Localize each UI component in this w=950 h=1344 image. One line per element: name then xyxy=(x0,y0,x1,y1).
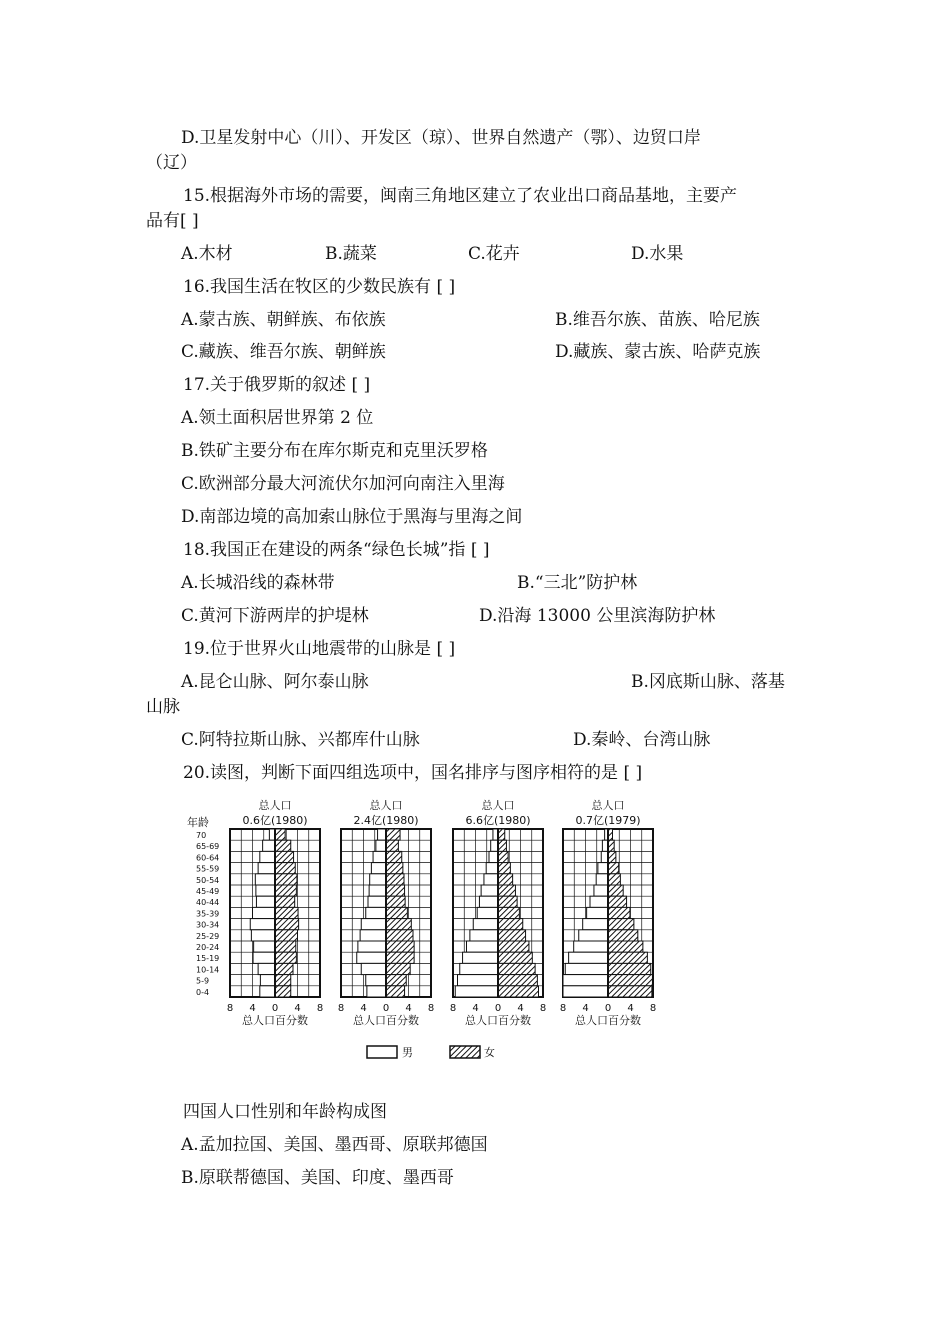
male-bar xyxy=(563,975,608,986)
male-bar xyxy=(367,986,386,997)
q19-option-a[interactable]: A.昆仑山脉、阿尔泰山脉 xyxy=(181,672,369,692)
female-bar xyxy=(275,851,294,862)
female-bar xyxy=(608,986,652,997)
male-bar xyxy=(574,941,608,952)
age-group-label: 5-9 xyxy=(196,976,210,986)
male-bar xyxy=(470,930,498,941)
female-bar xyxy=(386,963,410,974)
age-group-label: 20-24 xyxy=(196,942,220,952)
female-bar xyxy=(608,952,647,963)
female-bar xyxy=(386,907,407,918)
female-bar xyxy=(386,941,414,952)
male-bar xyxy=(255,874,275,885)
x-axis-label: 总人口百分数 xyxy=(353,1014,419,1027)
female-bar xyxy=(275,963,293,974)
q20-figure-caption: 四国人口性别和年龄构成图 xyxy=(183,1102,387,1122)
female-bar xyxy=(386,896,405,907)
q17-option-d[interactable]: D.南部边境的高加索山脉位于黑海与里海之间 xyxy=(181,507,523,527)
female-bar xyxy=(275,840,291,851)
female-bar xyxy=(498,885,515,896)
x-tick-label: 8 xyxy=(427,1003,435,1014)
female-bar xyxy=(498,863,510,874)
female-bar xyxy=(275,896,295,907)
male-bar xyxy=(251,930,275,941)
male-bar xyxy=(357,952,386,963)
x-tick-label: 4 xyxy=(517,1003,524,1014)
male-bar xyxy=(361,963,386,974)
age-group-label: 0-4 xyxy=(196,987,210,997)
x-tick-label: 8 xyxy=(316,1003,324,1014)
female-bar xyxy=(498,919,523,930)
female-bar xyxy=(386,986,405,997)
female-bar xyxy=(275,829,285,840)
q19-stem: 19.位于世界火山地震带的山脉是 [ ] xyxy=(183,639,456,659)
q19-option-b-wrap: 山脉 xyxy=(146,697,180,717)
female-bar xyxy=(498,896,517,907)
female-bar xyxy=(498,952,532,963)
x-axis-label: 总人口百分数 xyxy=(465,1014,531,1027)
age-group-label: 25-29 xyxy=(196,931,220,941)
age-group-label: 35-39 xyxy=(196,909,220,919)
q19-option-b[interactable]: B.冈底斯山脉、落基 xyxy=(631,672,785,692)
female-bar xyxy=(386,874,404,885)
male-bar xyxy=(378,829,386,840)
male-bar xyxy=(260,975,275,986)
male-bar xyxy=(366,975,386,986)
male-bar xyxy=(455,986,498,997)
panel-subheader: 2.4亿(1980) xyxy=(353,814,419,827)
female-bar xyxy=(608,941,643,952)
female-bar xyxy=(498,941,529,952)
female-bar xyxy=(275,874,297,885)
female-bar xyxy=(608,863,619,874)
age-axis-label: 年龄 xyxy=(187,816,209,829)
panel-header: 总人口 xyxy=(369,799,403,812)
male-bar xyxy=(368,896,386,907)
male-bar xyxy=(563,986,608,997)
female-bar xyxy=(386,975,406,986)
male-bar xyxy=(479,896,498,907)
male-bar xyxy=(358,941,386,952)
female-bar xyxy=(498,975,537,986)
q15-option-c[interactable]: C.花卉 xyxy=(468,244,520,264)
female-bar xyxy=(498,840,506,851)
male-bar xyxy=(473,919,498,930)
x-tick-label: 8 xyxy=(226,1003,234,1014)
legend-female-label: 女 xyxy=(484,1046,495,1059)
male-bar xyxy=(486,863,498,874)
x-tick-label: 4 xyxy=(360,1003,367,1014)
x-tick-label: 4 xyxy=(472,1003,479,1014)
female-bar xyxy=(386,840,398,851)
male-bar xyxy=(371,863,386,874)
male-bar xyxy=(253,907,276,918)
male-bar xyxy=(583,919,608,930)
male-bar xyxy=(460,963,498,974)
female-bar xyxy=(386,930,413,941)
female-bar xyxy=(386,829,400,840)
male-bar xyxy=(489,851,498,862)
q15-stem-line1: 15.根据海外市场的需要，闽南三角地区建立了农业出口商品基地，主要产 xyxy=(183,186,738,206)
male-bar xyxy=(598,863,608,874)
q18-option-d[interactable]: D.沿海 13000 公里滨海防护林 xyxy=(479,606,716,626)
female-bar xyxy=(608,885,623,896)
female-bar xyxy=(275,863,295,874)
female-bar xyxy=(608,851,616,862)
female-bar xyxy=(498,851,508,862)
x-tick-label: 0 xyxy=(604,1003,612,1014)
male-bar xyxy=(601,851,608,862)
age-group-label: 30-34 xyxy=(196,920,220,930)
population-pyramid-figure xyxy=(183,797,663,1067)
male-bar xyxy=(463,952,498,963)
q14-option-d-line2: （辽） xyxy=(146,153,197,173)
panel-subheader: 0.6亿(1980) xyxy=(242,814,308,827)
male-bar xyxy=(360,930,386,941)
q15-option-b[interactable]: B.蔬菜 xyxy=(325,244,377,264)
x-tick-label: 4 xyxy=(627,1003,634,1014)
female-bar xyxy=(275,907,298,918)
male-bar xyxy=(467,941,499,952)
female-bar xyxy=(608,874,620,885)
q16-option-d[interactable]: D.藏族、蒙古族、哈萨克族 xyxy=(555,342,761,362)
male-bar xyxy=(484,874,498,885)
female-bar xyxy=(275,930,298,941)
q17-option-b[interactable]: B.铁矿主要分布在库尔斯克和克里沃罗格 xyxy=(181,441,488,461)
panel-header: 总人口 xyxy=(258,799,292,812)
age-group-label: 40-44 xyxy=(196,898,220,908)
x-tick-label: 0 xyxy=(271,1003,279,1014)
legend-female-swatch xyxy=(450,1046,480,1058)
age-group-label: 50-54 xyxy=(196,875,220,885)
male-bar xyxy=(250,919,275,930)
female-bar xyxy=(275,952,296,963)
age-group-label: 60-64 xyxy=(196,853,220,863)
male-bar xyxy=(258,963,275,974)
male-bar xyxy=(579,930,608,941)
female-bar xyxy=(275,885,296,896)
female-bar xyxy=(498,907,519,918)
age-group-label: 15-19 xyxy=(196,954,220,964)
x-tick-label: 8 xyxy=(449,1003,457,1014)
male-bar xyxy=(458,975,499,986)
male-bar xyxy=(369,885,386,896)
q16-stem: 16.我国生活在牧区的少数民族有 [ ] xyxy=(183,277,456,297)
male-bar xyxy=(258,863,275,874)
q20-option-b[interactable]: B.原联帮德国、美国、印度、墨西哥 xyxy=(181,1168,454,1188)
legend-male-swatch xyxy=(367,1046,397,1058)
x-tick-label: 4 xyxy=(405,1003,412,1014)
male-bar xyxy=(366,907,386,918)
female-bar xyxy=(608,919,634,930)
male-bar xyxy=(370,874,386,885)
age-group-label: 10-14 xyxy=(196,965,220,975)
q18-option-a[interactable]: A.长城沿线的森林带 xyxy=(181,573,335,593)
x-tick-label: 8 xyxy=(337,1003,345,1014)
q17-stem: 17.关于俄罗斯的叙述 [ ] xyxy=(183,375,371,395)
female-bar xyxy=(608,907,630,918)
panel-subheader: 0.7亿(1979) xyxy=(575,814,641,827)
male-bar xyxy=(260,986,275,997)
male-bar xyxy=(594,885,608,896)
q15-stem-line2: 品有[ ] xyxy=(146,211,199,231)
female-bar xyxy=(386,952,414,963)
q15-option-d[interactable]: D.水果 xyxy=(631,244,684,264)
male-bar xyxy=(376,840,386,851)
population-pyramid-chart xyxy=(183,797,663,1067)
x-tick-label: 8 xyxy=(559,1003,567,1014)
x-axis-label: 总人口百分数 xyxy=(575,1014,641,1027)
panel-subheader: 6.6亿(1980) xyxy=(465,814,531,827)
female-bar xyxy=(386,885,405,896)
panel-header: 总人口 xyxy=(481,799,515,812)
female-bar xyxy=(498,986,539,997)
q18-option-b[interactable]: B.“三北”防护林 xyxy=(517,573,638,593)
male-bar xyxy=(596,874,608,885)
x-tick-label: 8 xyxy=(539,1003,547,1014)
female-bar xyxy=(608,975,652,986)
male-bar xyxy=(481,885,498,896)
q14-option-d-line1: D.卫星发射中心（川）、开发区（琼）、世界自然遗产（鄂）、边贸口岸 xyxy=(181,128,701,148)
female-bar xyxy=(498,829,505,840)
male-bar xyxy=(260,851,275,862)
age-group-label: 65-69 xyxy=(196,842,220,852)
age-group-label: 55-59 xyxy=(196,864,220,874)
female-bar xyxy=(608,963,651,974)
male-bar xyxy=(263,840,275,851)
female-bar xyxy=(386,851,402,862)
female-bar xyxy=(275,941,296,952)
q17-option-c[interactable]: C.欧洲部分最大河流伏尔加河向南注入里海 xyxy=(181,474,505,494)
legend-male-label: 男 xyxy=(402,1046,413,1059)
male-bar xyxy=(565,963,608,974)
panel-header: 总人口 xyxy=(591,799,625,812)
q15-option-a[interactable]: A.木材 xyxy=(181,244,233,264)
male-bar xyxy=(373,851,386,862)
q16-option-b[interactable]: B.维吾尔族、苗族、哈尼族 xyxy=(555,310,760,330)
female-bar xyxy=(498,874,513,885)
female-bar xyxy=(275,919,299,930)
q20-option-a[interactable]: A.孟加拉国、美国、墨西哥、原联邦德国 xyxy=(181,1135,488,1155)
x-tick-label: 0 xyxy=(494,1003,502,1014)
q19-option-c[interactable]: C.阿特拉斯山脉、兴都库什山脉 xyxy=(181,730,420,750)
male-bar xyxy=(491,840,498,851)
female-bar xyxy=(608,896,627,907)
q16-option-c[interactable]: C.藏族、维吾尔族、朝鲜族 xyxy=(181,342,386,362)
q20-stem: 20.读图，判断下面四组选项中，国名排序与图序相符的是 [ ] xyxy=(183,763,643,783)
male-bar xyxy=(587,907,608,918)
male-bar xyxy=(254,941,275,952)
male-bar xyxy=(569,952,608,963)
x-tick-label: 8 xyxy=(649,1003,657,1014)
male-bar xyxy=(361,919,386,930)
female-bar xyxy=(498,930,526,941)
age-group-label: 45-49 xyxy=(196,886,220,896)
female-bar xyxy=(275,975,291,986)
male-bar xyxy=(590,896,608,907)
male-bar xyxy=(256,896,275,907)
x-tick-label: 0 xyxy=(382,1003,390,1014)
x-axis-label: 总人口百分数 xyxy=(242,1014,308,1027)
female-bar xyxy=(275,986,291,997)
q18-stem: 18.我国正在建设的两条“绿色长城”指 [ ] xyxy=(183,540,490,560)
female-bar xyxy=(608,930,638,941)
male-bar xyxy=(256,885,275,896)
q16-option-a[interactable]: A.蒙古族、朝鲜族、布依族 xyxy=(181,310,386,330)
female-bar xyxy=(386,919,411,930)
male-bar xyxy=(477,907,498,918)
female-bar xyxy=(386,863,403,874)
x-tick-label: 4 xyxy=(582,1003,589,1014)
male-bar xyxy=(253,952,275,963)
q17-option-a[interactable]: A.领土面积居世界第 2 位 xyxy=(181,408,374,428)
age-group-label: 70 xyxy=(196,830,207,840)
x-tick-label: 4 xyxy=(249,1003,256,1014)
q18-option-c[interactable]: C.黄河下游两岸的护堤林 xyxy=(181,606,369,626)
x-tick-label: 4 xyxy=(294,1003,301,1014)
q19-option-d[interactable]: D.秦岭、台湾山脉 xyxy=(573,730,711,750)
female-bar xyxy=(498,963,535,974)
